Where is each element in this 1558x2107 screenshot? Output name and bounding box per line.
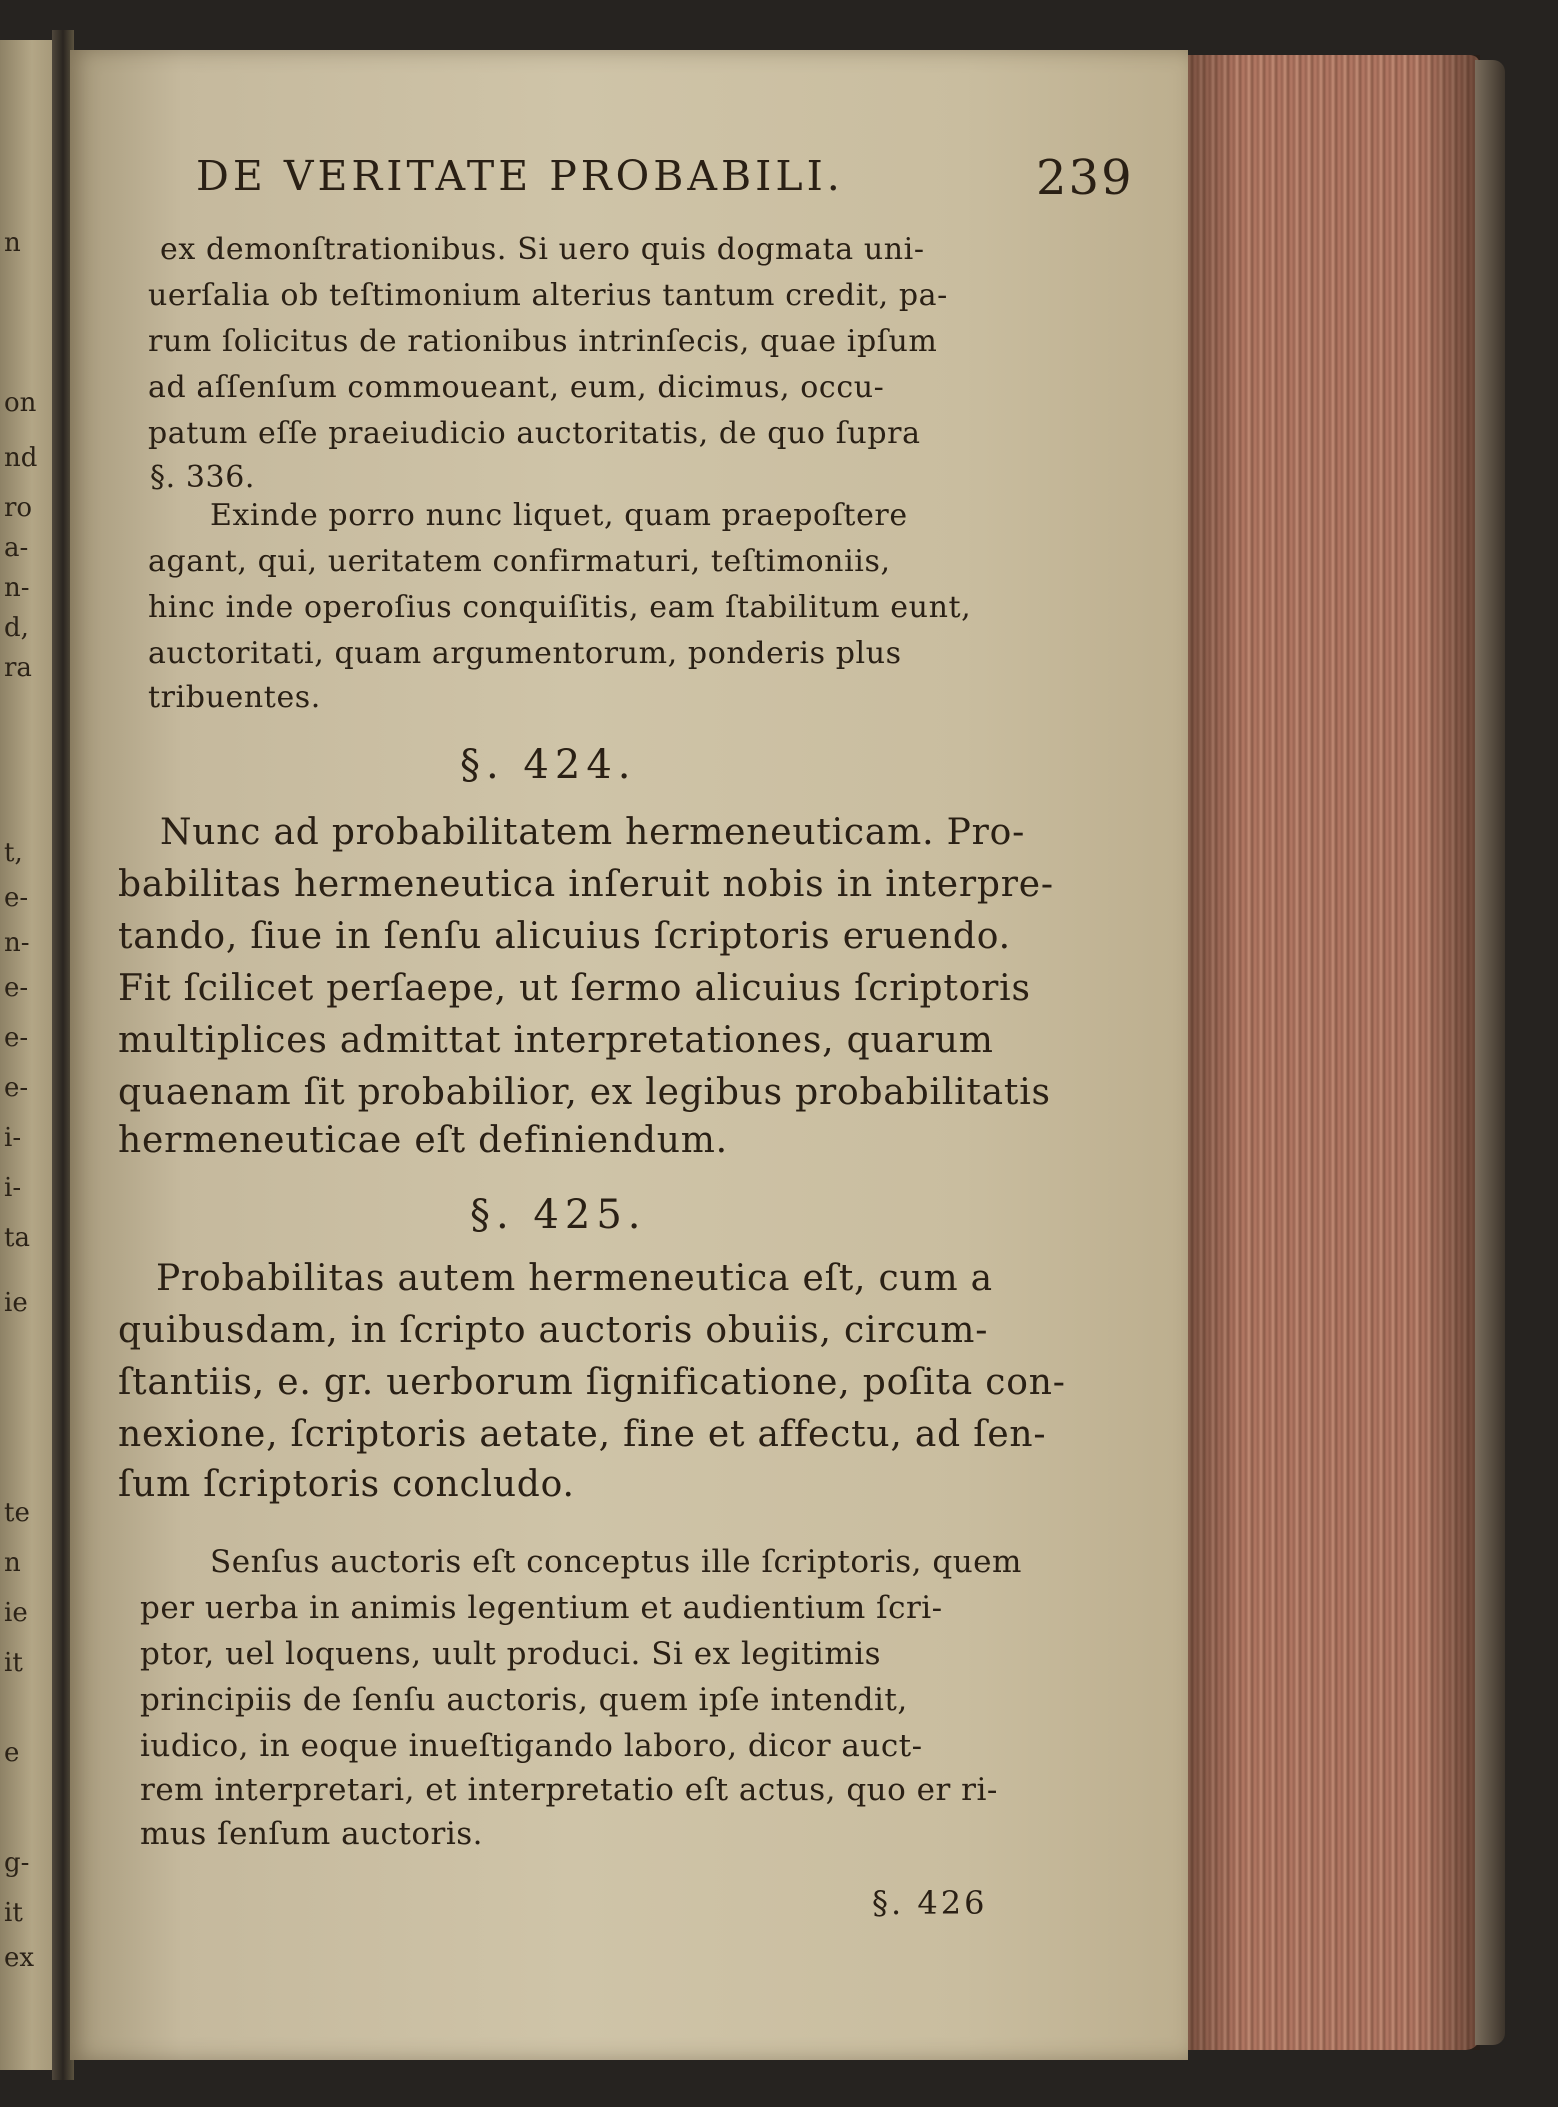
fragment: a- xyxy=(4,533,29,563)
fragment: i- xyxy=(4,1123,22,1153)
fragment: e xyxy=(4,1738,20,1768)
text-line: ex demonſtrationibus. Si uero quis dogmata uni- xyxy=(160,232,925,267)
fragment: ta xyxy=(4,1223,30,1253)
fragment: e- xyxy=(4,1073,29,1103)
fragment: e- xyxy=(4,883,29,913)
fragment: ie xyxy=(4,1598,28,1628)
text-line: tribuentes. xyxy=(148,680,321,715)
text-line: babilitas hermeneutica inſeruit nobis in interpre- xyxy=(118,864,1054,905)
fragment: ro xyxy=(4,493,33,523)
text-line: auctoritati, quam argumentorum, ponderis plus xyxy=(148,636,902,671)
fragment: t, xyxy=(4,838,23,868)
text-line: rum ſolicitus de rationibus intrinſecis, quae ipſum xyxy=(148,324,938,359)
text-line: agant, qui, ueritatem confirmaturi, teſtimoniis, xyxy=(148,544,891,579)
text-line: mus ſenſum auctoris. xyxy=(140,1816,484,1852)
text-line: patum eſſe praeiudicio auctoritatis, de quo ſupra xyxy=(148,416,921,451)
fragment: e- xyxy=(4,1023,29,1053)
text-line: §. 336. xyxy=(150,460,256,495)
fragment: it xyxy=(4,1648,23,1678)
text-line: Exinde porro nunc liquet, quam praepoſtere xyxy=(210,498,908,533)
fragment: e- xyxy=(4,973,29,1003)
text-line: Probabilitas autem hermeneutica eſt, cum a xyxy=(156,1258,993,1299)
text-line: ptor, uel loquens, uult produci. Si ex legitimis xyxy=(140,1636,882,1672)
fragment: te xyxy=(4,1498,30,1528)
page-edges-shade xyxy=(1180,55,1480,2050)
text-line: rem interpretari, et interpretatio eſt actus, quo er ri- xyxy=(140,1772,998,1808)
text-line: iudico, in eoque inueſtigando laboro, dicor auct- xyxy=(140,1728,923,1764)
text-line: Nunc ad probabilitatem hermeneuticam. Pro- xyxy=(160,812,1026,853)
fragment: i- xyxy=(4,1173,22,1203)
fragment: n xyxy=(4,228,21,258)
facing-page-left xyxy=(0,40,58,2070)
fragment: ex xyxy=(4,1943,35,1973)
text-line: Fit ſcilicet perſaepe, ut ſermo alicuius ſcriptoris xyxy=(118,968,1031,1009)
text-line: ſum ſcriptoris concludo. xyxy=(118,1464,575,1505)
text-line: ad aſſenſum commoueant, eum, dicimus, occu- xyxy=(148,370,885,405)
fragment: n xyxy=(4,1548,21,1578)
cover-edge xyxy=(1475,60,1505,2045)
catchword: §. 426 xyxy=(872,1884,988,1922)
text-line: principiis de ſenſu auctoris, quem ipſe intendit, xyxy=(140,1682,908,1718)
running-head-title: DE VERITATE PROBABILI. xyxy=(196,152,844,200)
text-line: ſtantiis, e. gr. uerborum ſignificatione, poſita con- xyxy=(118,1362,1066,1403)
fragment: on xyxy=(4,388,37,418)
text-line: multiplices admittat interpretationes, quarum xyxy=(118,1020,994,1061)
fragment: n- xyxy=(4,573,30,603)
fragment: it xyxy=(4,1898,23,1928)
text-line: uerſalia ob teſtimonium alterius tantum credit, pa- xyxy=(148,278,948,313)
text-line: quaenam ſit probabilior, ex legibus probabilitatis xyxy=(118,1072,1051,1113)
text-line: tando, ſiue in ſenſu alicuius ſcriptoris eruendo. xyxy=(118,916,1011,957)
fragment: n- xyxy=(4,928,30,958)
page-number: 239 xyxy=(1036,150,1134,206)
fragment: ra xyxy=(4,653,32,683)
section-heading: §. 425. xyxy=(470,1192,647,1238)
text-line: quibusdam, in ſcripto auctoris obuiis, circum- xyxy=(118,1310,989,1351)
section-heading: §. 424. xyxy=(460,742,637,788)
fragment: nd xyxy=(4,443,38,473)
fragment: g- xyxy=(4,1848,30,1878)
text-line: nexione, ſcriptoris aetate, fine et affectu, ad ſen- xyxy=(118,1414,1047,1455)
text-line: hermeneuticae eſt definiendum. xyxy=(118,1120,728,1161)
fragment: d, xyxy=(4,613,29,643)
text-line: per uerba in animis legentium et audientium ſcri- xyxy=(140,1590,943,1626)
fragment: ie xyxy=(4,1288,28,1318)
running-head xyxy=(196,150,1134,206)
facing-page-fragments xyxy=(0,40,58,2070)
text-line: hinc inde operoſius conquiſitis, eam ſtabilitum eunt, xyxy=(148,590,972,625)
text-line: Senſus auctoris eſt conceptus ille ſcriptoris, quem xyxy=(210,1544,1022,1580)
